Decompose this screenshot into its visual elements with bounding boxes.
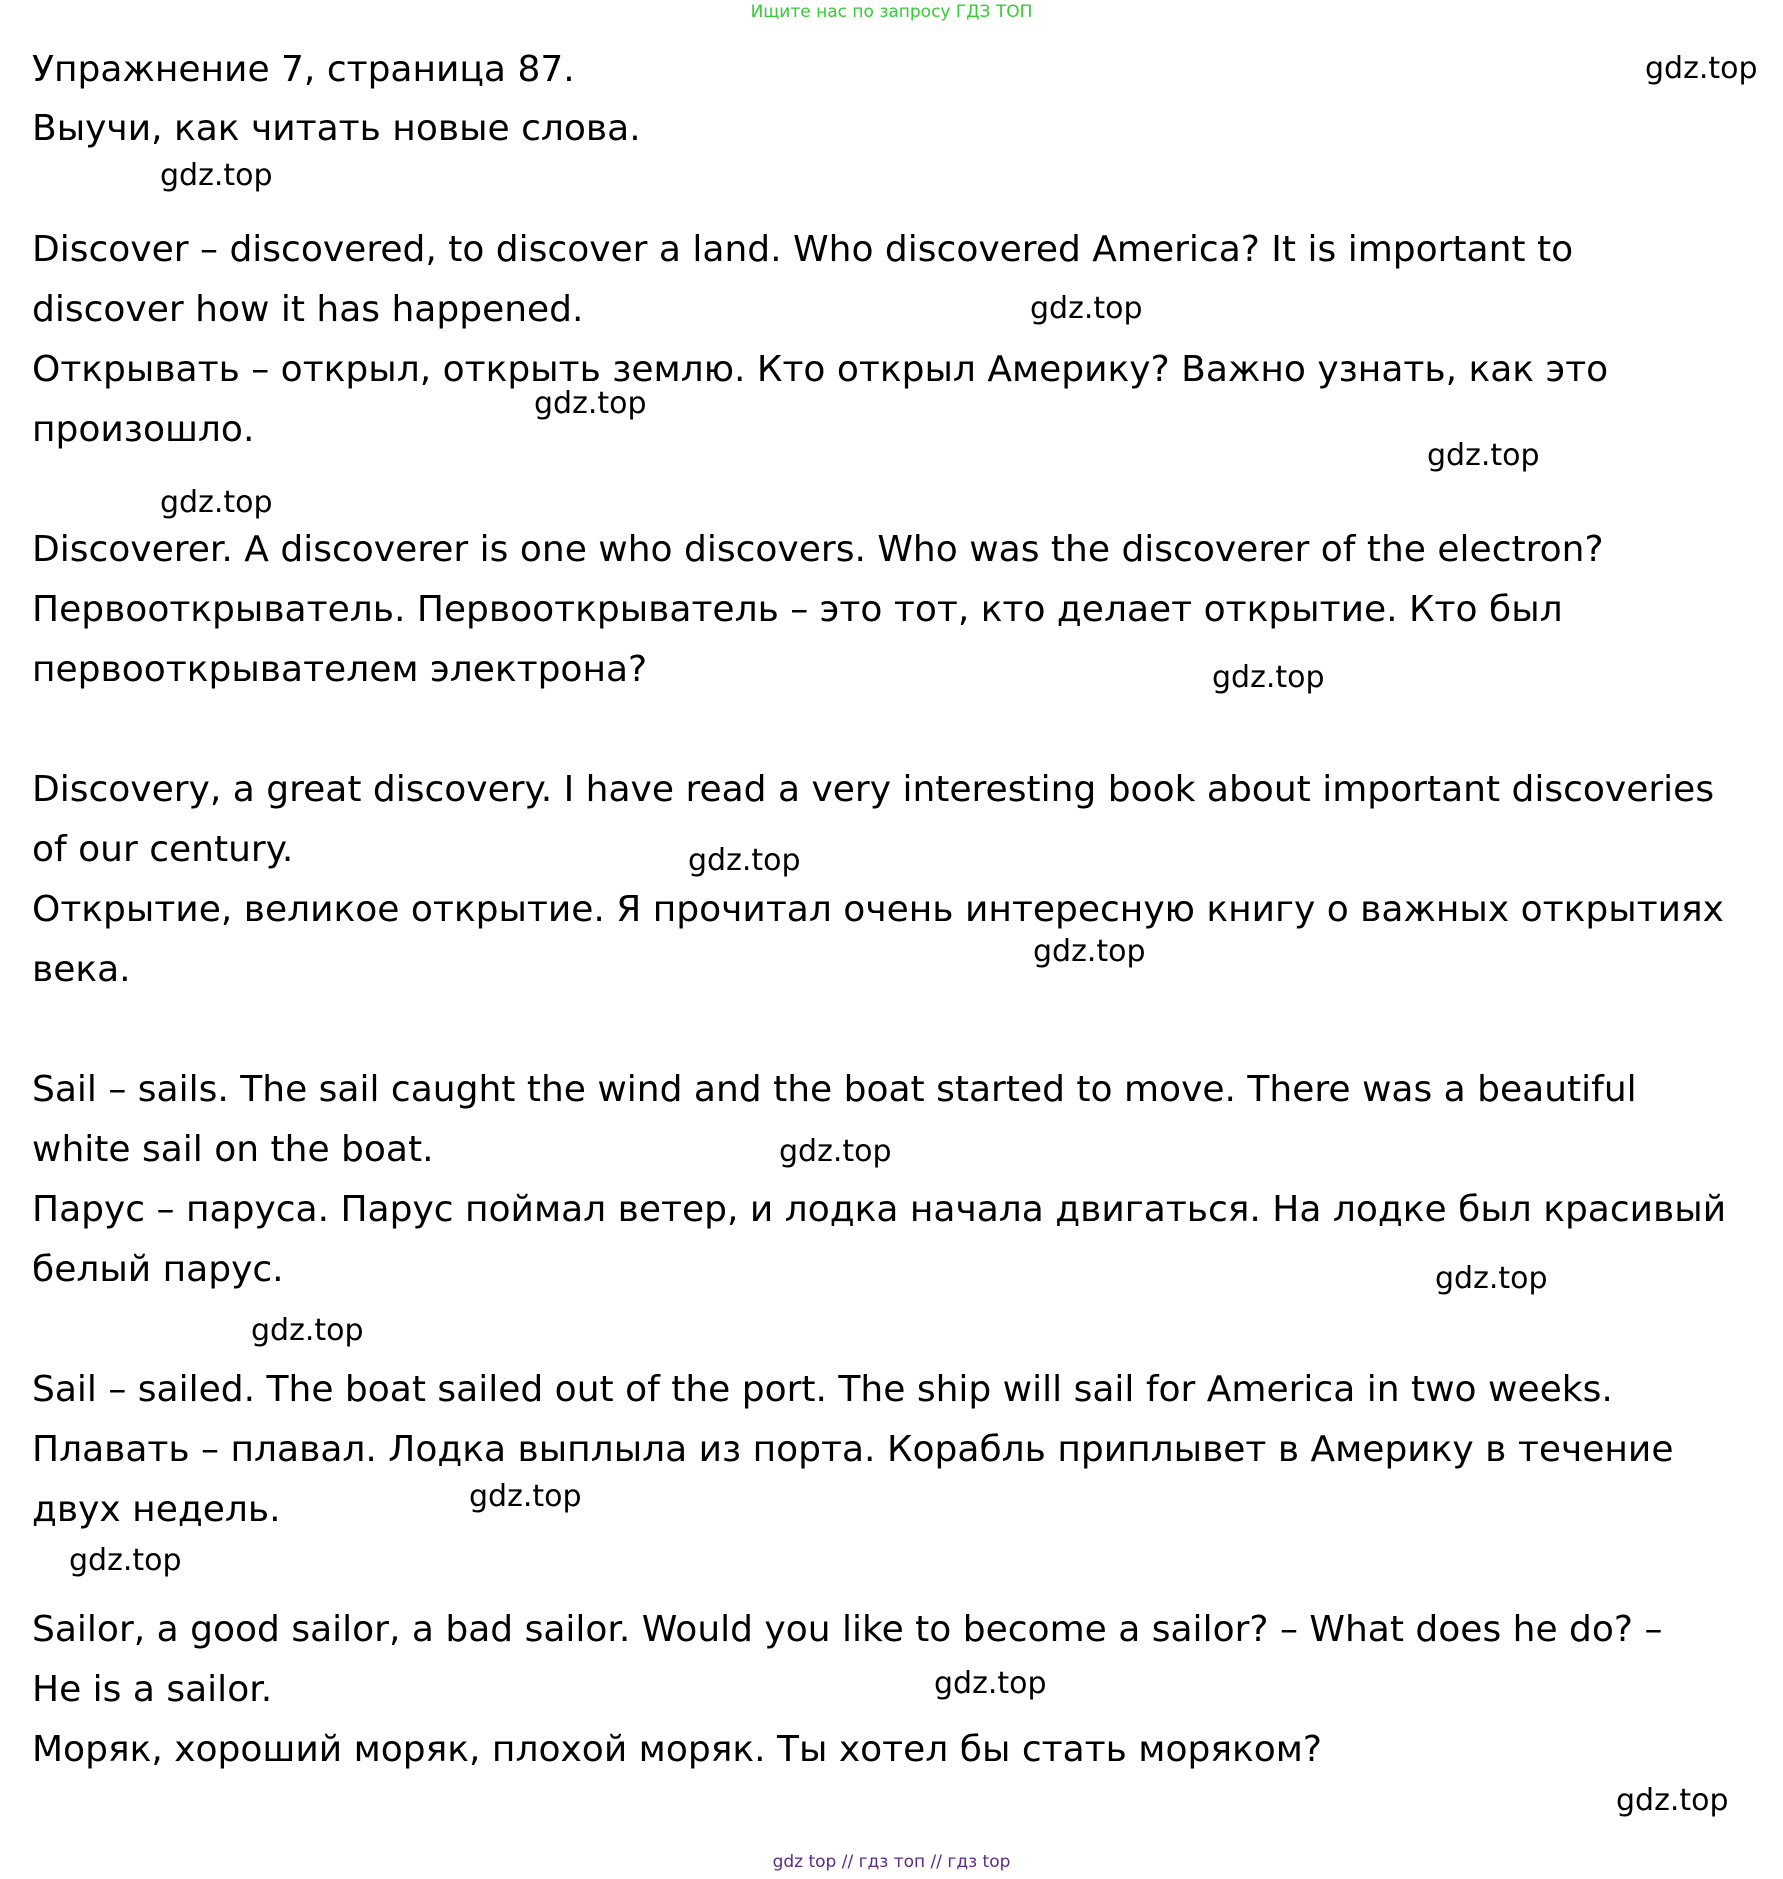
text-line: Плавать – плавал. Лодка выплыла из порта. Корабль приплывет в Америку в течение [32,1429,1674,1470]
text-line: discover how it has happened. [32,289,584,330]
watermark: gdz.top [69,1543,182,1578]
text-line: Discover – discovered, to discover a land. Who discovered America? It is important to [32,229,1574,270]
text-line: Открытие, великое открытие. Я прочитал очень интересную книгу о важных открытиях [32,889,1724,930]
watermark: gdz.top [1616,1783,1729,1818]
watermark: gdz.top [160,485,273,520]
text-line: двух недель. [32,1489,281,1530]
text-line: Парус – паруса. Парус поймал ветер, и лодка начала двигаться. На лодке был красивый [32,1189,1727,1230]
text-line: Discoverer. A discoverer is one who discovers. Who was the discoverer of the electron? [32,529,1604,570]
text-line: первооткрывателем электрона? [32,649,648,690]
top-banner: Ищите нас по запросу ГДЗ ТОП [750,2,1033,22]
text-line: Sail – sails. The sail caught the wind and the boat started to move. There was a beautiful [32,1069,1637,1110]
text-line: He is a sailor. [32,1669,273,1710]
text-line: Sail – sailed. The boat sailed out of the port. The ship will sail for America in two weeks. [32,1369,1613,1410]
watermark: gdz.top [469,1479,582,1514]
watermark: gdz.top [1212,660,1325,695]
watermark: gdz.top [688,843,801,878]
watermark: gdz.top [534,386,647,421]
text-line: Первооткрыватель. Первооткрыватель – это тот, кто делает открытие. Кто был [32,589,1563,630]
footer-links: gdz top // гдз топ // гдз top [772,1852,1011,1872]
watermark: gdz.top [160,158,273,193]
text-line: Моряк, хороший моряк, плохой моряк. Ты хотел бы стать моряком? [32,1729,1323,1770]
text-line: века. [32,949,131,990]
watermark: gdz.top [1033,934,1146,969]
exercise-instruction: Выучи, как читать новые слова. [32,108,641,149]
watermark: gdz.top [1030,291,1143,326]
watermark: gdz.top [934,1666,1047,1701]
text-line: белый парус. [32,1249,284,1290]
text-line: Discovery, a great discovery. I have read a very interesting book about important discoveries [32,769,1715,810]
watermark: gdz.top [1435,1261,1548,1296]
text-line: Открывать – открыл, открыть землю. Кто открыл Америку? Важно узнать, как это [32,349,1609,390]
text-line: of our century. [32,829,294,870]
text-line: white sail on the boat. [32,1129,434,1170]
text-line: Sailor, a good sailor, a bad sailor. Would you like to become a sailor? – What does he do? – [32,1609,1663,1650]
watermark: gdz.top [1645,51,1758,86]
exercise-title: Упражнение 7, страница 87. [32,49,575,90]
text-line: произошло. [32,409,255,450]
watermark: gdz.top [1427,438,1540,473]
watermark: gdz.top [251,1313,364,1348]
watermark: gdz.top [779,1134,892,1169]
